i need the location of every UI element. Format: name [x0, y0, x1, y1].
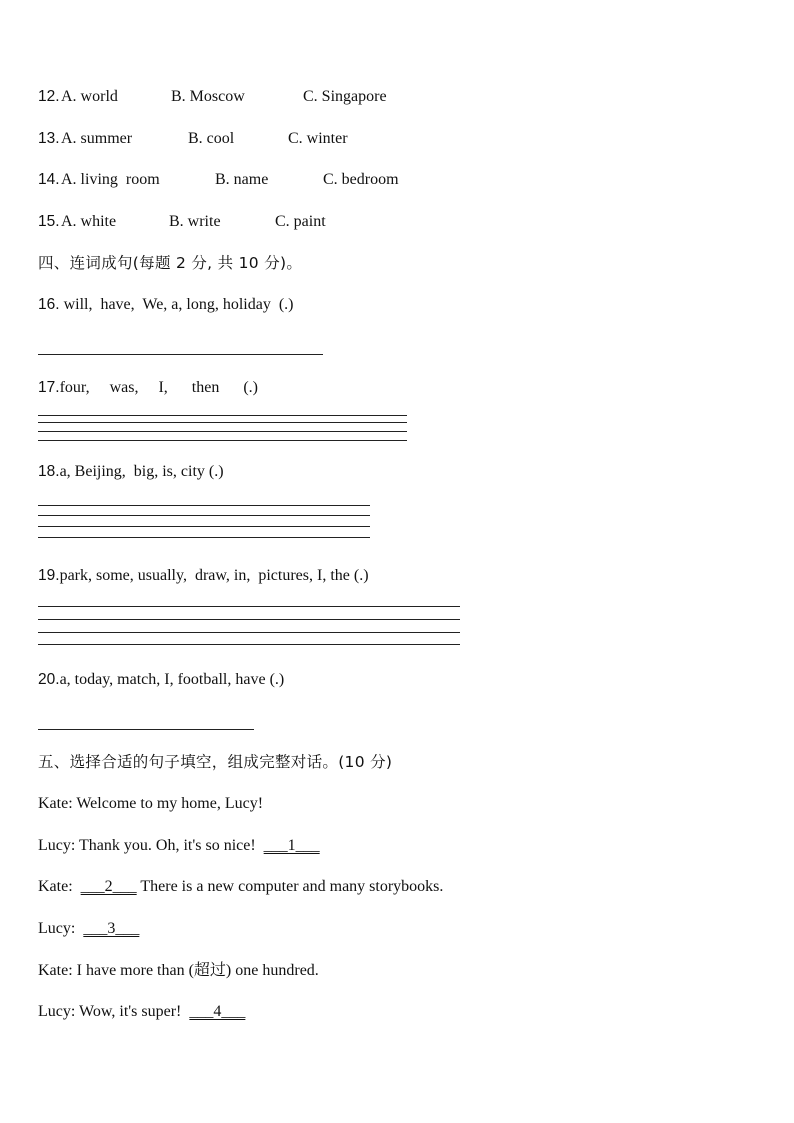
answer-blank-1[interactable]: ___1___ — [263, 837, 320, 854]
word-list: a, today, match, I, football, have (.) — [59, 671, 285, 688]
question-number: 20. — [38, 671, 60, 688]
answer-line[interactable] — [38, 354, 323, 355]
option-b: B. Moscow — [171, 88, 245, 105]
question-text — [38, 670, 284, 690]
dialogue-text: Lucy: Thank you. Oh, it's so nice! — [38, 837, 264, 854]
option-b: B. write — [169, 213, 221, 230]
answer-line[interactable] — [38, 526, 370, 527]
option-c: C. Singapore — [303, 88, 387, 105]
question-text — [38, 378, 258, 398]
answer-line[interactable] — [38, 644, 460, 645]
word-list: park, some, usually, draw, in, pictures, I, the (.) — [59, 567, 369, 584]
option-b: B. cool — [188, 130, 235, 147]
question-text — [38, 462, 224, 482]
word-list: a, Beijing, big, is, city (.) — [59, 463, 224, 480]
answer-line[interactable] — [38, 619, 460, 620]
question-number: 18. — [38, 463, 60, 480]
section-4-heading: 四、连词成句(每题 2 分, 共 10 分)。 — [38, 254, 303, 272]
answer-line[interactable] — [38, 537, 370, 538]
answer-blank-4[interactable]: ___4___ — [189, 1003, 246, 1020]
answer-line[interactable] — [38, 515, 370, 516]
word-list: will, have, We, a, long, holiday (.) — [59, 296, 294, 313]
question-number: 19. — [38, 567, 60, 584]
section-5-heading: 五、选择合适的句子填空，组成完整对话。(10 分) — [38, 753, 393, 771]
question-number: 17. — [38, 379, 60, 396]
answer-line[interactable] — [38, 415, 407, 416]
option-a: A. world — [61, 88, 118, 105]
dialogue-text: Kate: I have more than (超过) one hundred. — [38, 962, 319, 979]
dialogue-text: Lucy: — [38, 920, 84, 937]
dialogue-line-2 — [38, 836, 320, 856]
option-a: A. living room — [61, 171, 160, 188]
answer-line[interactable] — [38, 431, 407, 432]
answer-line[interactable] — [38, 505, 370, 506]
answer-line[interactable] — [38, 632, 460, 633]
answer-line[interactable] — [38, 422, 407, 423]
question-number: 14. — [38, 171, 60, 188]
dialogue-line-3 — [38, 877, 443, 897]
option-a: A. summer — [61, 130, 133, 147]
question-text — [38, 566, 369, 586]
answer-line[interactable] — [38, 729, 254, 730]
dialogue-line-1 — [38, 794, 263, 814]
question-number: 16. — [38, 296, 60, 313]
option-c: C. winter — [288, 130, 348, 147]
question-number: 15. — [38, 213, 60, 230]
answer-line[interactable] — [38, 606, 460, 607]
dialogue-text: Lucy: Wow, it's super! — [38, 1003, 190, 1020]
option-c: C. bedroom — [323, 171, 399, 188]
question-number: 13. — [38, 130, 60, 147]
dialogue-line-6 — [38, 1002, 245, 1022]
dialogue-text: Kate: Welcome to my home, Lucy! — [38, 795, 264, 812]
question-number: 12. — [38, 88, 60, 105]
question-text — [38, 295, 293, 315]
option-c: C. paint — [275, 213, 326, 230]
answer-blank-2[interactable]: ___2___ — [80, 878, 137, 895]
answer-line[interactable] — [38, 440, 407, 441]
option-a: A. white — [61, 213, 117, 230]
dialogue-line-4 — [38, 919, 139, 939]
dialogue-line-5 — [38, 961, 319, 981]
answer-blank-3[interactable]: ___3___ — [83, 920, 140, 937]
dialogue-text: Kate: — [38, 878, 81, 895]
word-list: four, was, I, then (.) — [59, 379, 258, 396]
dialogue-text-after: There is a new computer and many storybooks. — [136, 878, 444, 895]
option-b: B. name — [215, 171, 269, 188]
